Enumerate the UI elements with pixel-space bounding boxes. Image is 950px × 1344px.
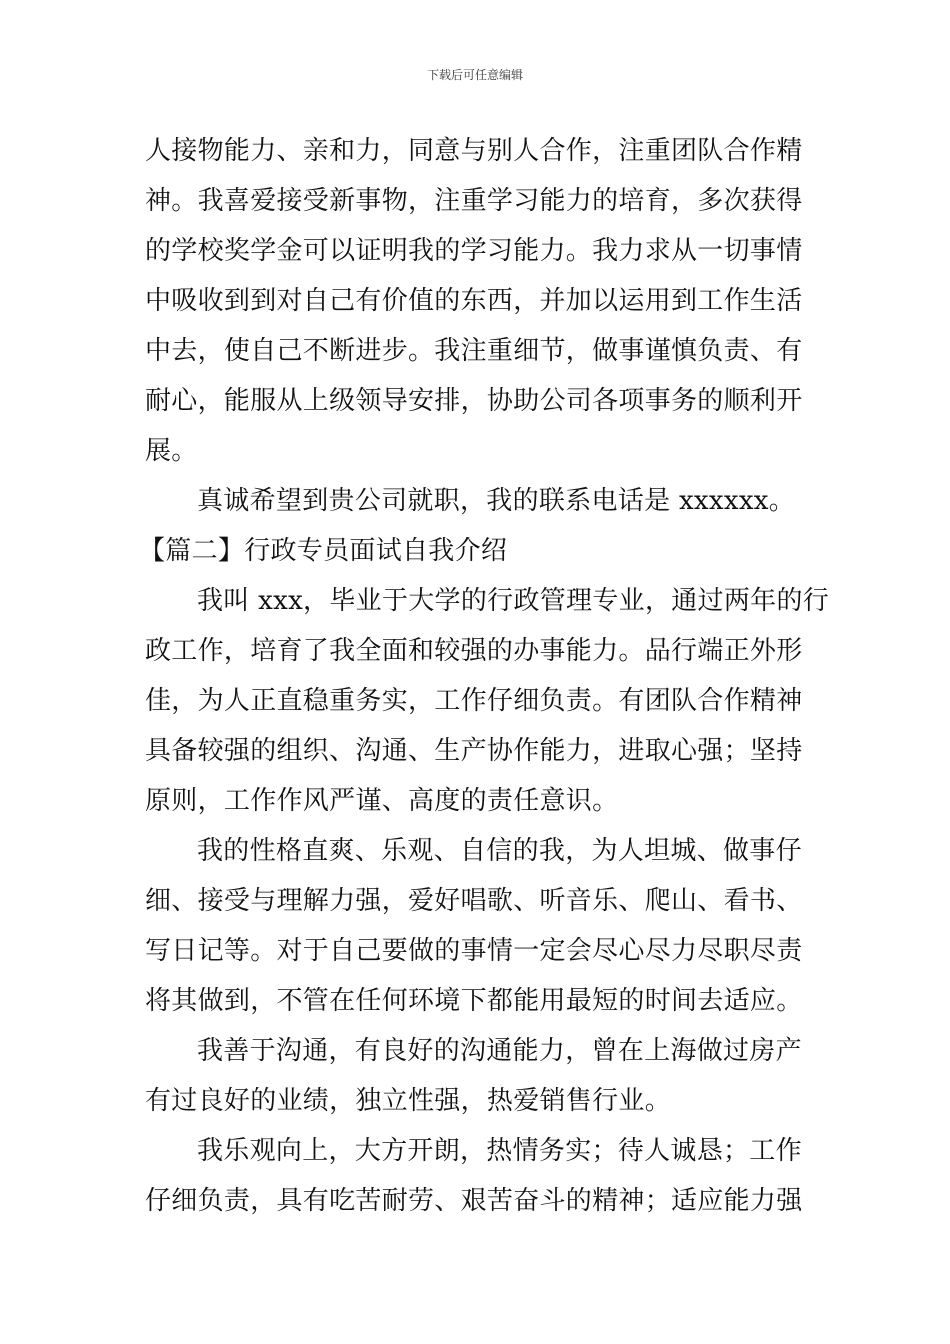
- text-line: 耐心，能服从上级领导安排，协助公司各项事务的顺利开: [145, 386, 803, 416]
- text-line: 人接物能力、亲和力，同意与别人合作，注重团队合作精: [145, 136, 803, 166]
- text-line: 将其做到，不管在任何环境下都能用最短的时间去适应。: [145, 986, 803, 1016]
- text-line: 政工作，培育了我全面和较强的办事能力。品行端正外形: [145, 636, 803, 666]
- text-line: 我的性格直爽、乐观、自信的我，为人坦城、做事仔: [197, 836, 802, 866]
- text-line: 写日记等。对于自己要做的事情一定会尽心尽力尽职尽责: [145, 936, 803, 966]
- text-line: 有过良好的业绩，独立性强，热爱销售行业。: [145, 1086, 672, 1116]
- text-line: 佳，为人正直稳重务实，工作仔细负责。有团队合作精神: [145, 686, 803, 716]
- document-body: [139, 126, 830, 1226]
- text-line: 我叫 xxx，毕业于大学的行政管理专业，通过两年的行: [197, 586, 830, 616]
- text-line: 中吸收到到对自己有价值的东西，并加以运用到工作生活: [145, 286, 803, 316]
- section-heading: 【篇二】行政专员面试自我介绍: [139, 536, 508, 566]
- text-line: 我善于沟通，有良好的沟通能力，曾在上海做过房产: [197, 1036, 802, 1066]
- text-line: 的学校奖学金可以证明我的学习能力。我力求从一切事情: [145, 236, 803, 266]
- text-line: 仔细负责，具有吃苦耐劳、艰苦奋斗的精神；适应能力强: [145, 1186, 803, 1216]
- text-line: 中去，使自己不断进步。我注重细节，做事谨慎负责、有: [145, 336, 803, 366]
- text-line: 细、接受与理解力强，爱好唱歌、听音乐、爬山、看书、: [145, 886, 803, 916]
- page-header: 下载后可任意编辑: [426, 68, 523, 82]
- text-line: 神。我喜爱接受新事物，注重学习能力的培育，多次获得: [145, 186, 803, 216]
- text-line: 原则，工作作风严谨、高度的责任意识。: [145, 786, 619, 816]
- text-line: 我乐观向上，大方开朗，热情务实；待人诚恳；工作: [197, 1136, 802, 1166]
- text-line: 展。: [145, 436, 198, 466]
- contact-line: 真诚希望到贵公司就职，我的联系电话是 xxxxxx。: [197, 486, 796, 516]
- text-line: 具备较强的组织、沟通、生产协作能力，进取心强；坚持: [145, 736, 803, 766]
